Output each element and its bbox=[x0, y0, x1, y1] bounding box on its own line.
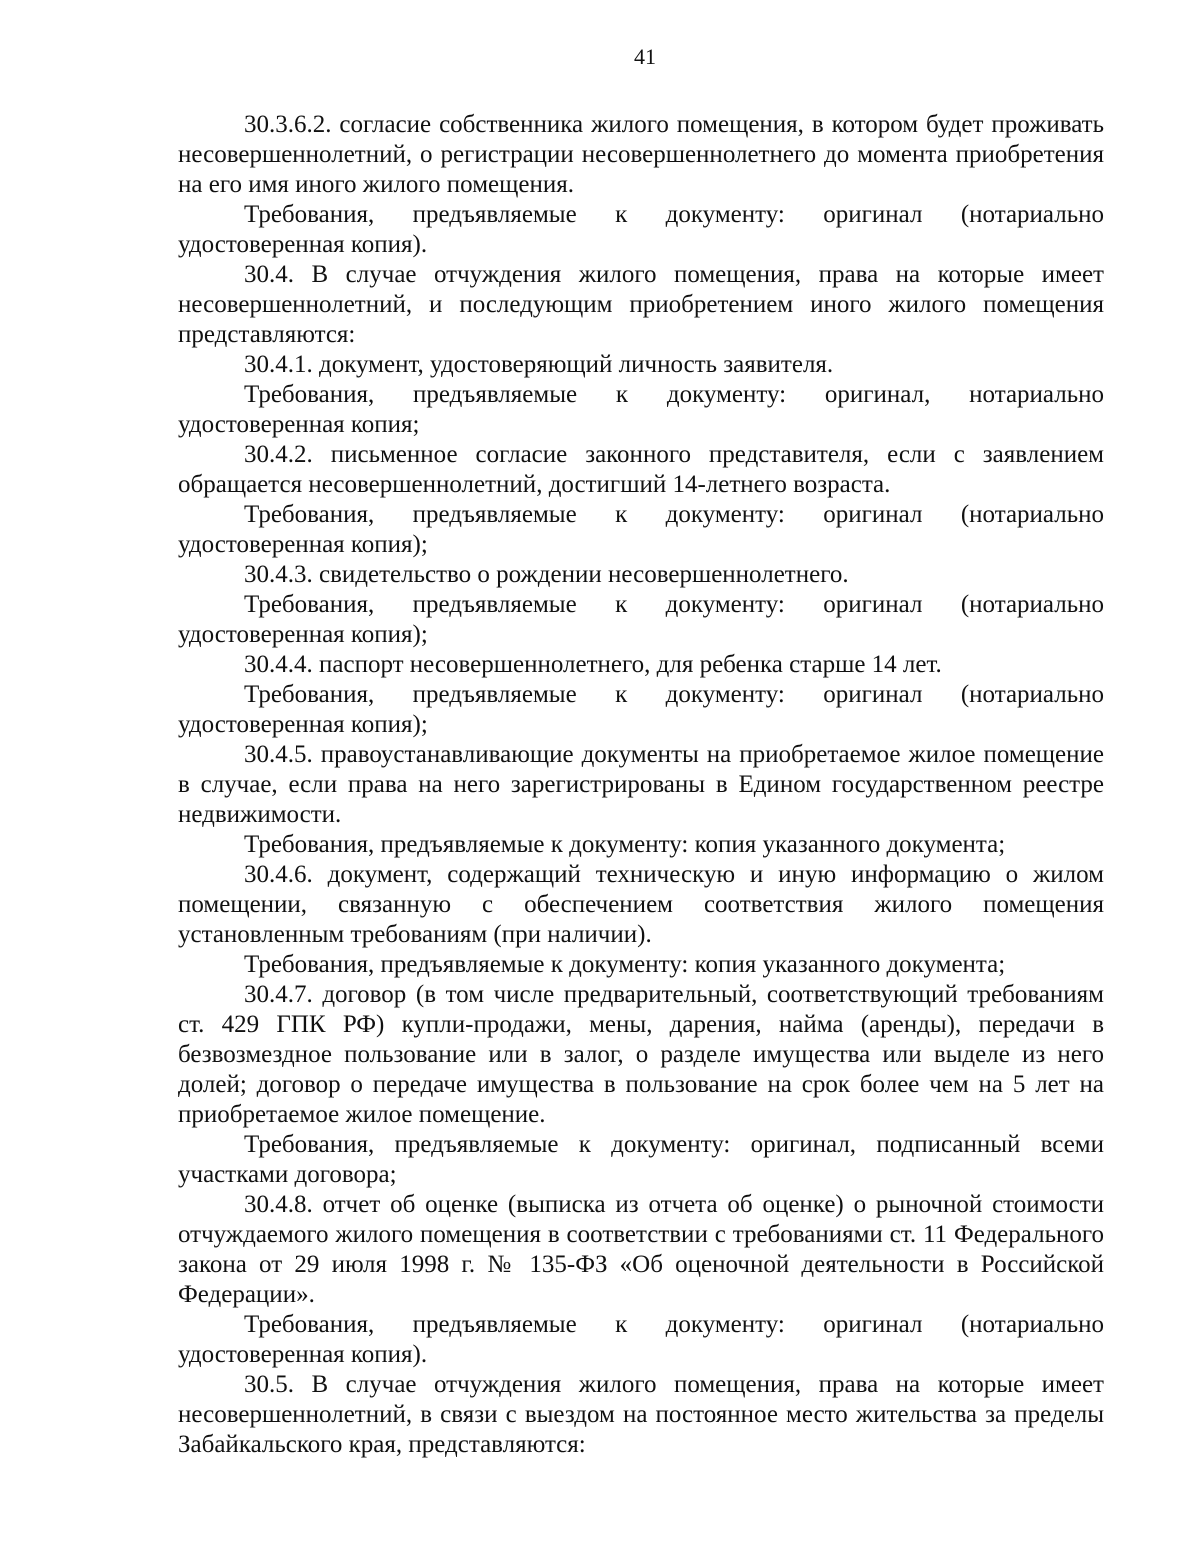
requirements-paragraph: Требования, предъявляемые к документу: оригинал (нотариально удостоверенная копия); bbox=[178, 591, 1104, 648]
requirements-paragraph: Требования, предъявляемые к документу: оригинал (нотариально удостоверенная копия); bbox=[178, 501, 1104, 558]
requirements-paragraph: Требования, предъявляемые к документу: оригинал (нотариально удостоверенная копия). bbox=[178, 201, 1104, 258]
paragraph-30-3-6-2: 30.3.6.2. согласие собственника жилого помещения, в котором будет проживать несовершеннолетний, о регистрации несовершеннолетнего до момента приобретения на его имя иного жилого помещения. bbox=[178, 111, 1104, 198]
paragraph-30-4-8: 30.4.8. отчет об оценке (выписка из отчета об оценке) о рыночной стоимости отчуждаемого жилого помещения в соответствии с требованиями ст. 11 Федерального закона от 29 июля 1998 г. № 135-ФЗ «Об оценочной деятельности в Российской Федерации». bbox=[178, 1191, 1104, 1308]
requirements-paragraph: Требования, предъявляемые к документу: оригинал, подписанный всеми участками договора; bbox=[178, 1131, 1104, 1188]
paragraph-30-4-4: 30.4.4. паспорт несовершеннолетнего, для ребенка старше 14 лет. bbox=[244, 651, 942, 678]
document-body bbox=[178, 110, 1104, 1460]
requirements-paragraph: Требования, предъявляемые к документу: оригинал (нотариально удостоверенная копия); bbox=[178, 681, 1104, 738]
paragraph-30-4-5: 30.4.5. правоустанавливающие документы на приобретаемое жилое помещение в случае, если права на него зарегистрированы в Едином государственном реестре недвижимости. bbox=[178, 741, 1104, 828]
paragraph-30-4: 30.4. В случае отчуждения жилого помещения, права на которые имеет несовершеннолетний, и последующим приобретением иного жилого помещения представляются: bbox=[178, 261, 1104, 348]
paragraph-30-4-2: 30.4.2. письменное согласие законного представителя, если с заявлением обращается несовершеннолетний, достигший 14-летнего возраста. bbox=[178, 441, 1104, 498]
paragraph-30-4-6: 30.4.6. документ, содержащий техническую и иную информацию о жилом помещении, связанную с обеспечением соответствия жилого помещения установленным требованиям (при наличии). bbox=[178, 861, 1104, 948]
paragraph-30-5: 30.5. В случае отчуждения жилого помещения, права на которые имеет несовершеннолетний, в связи с выездом на постоянное место жительства за пределы Забайкальского края, представляются: bbox=[178, 1371, 1104, 1458]
paragraph-30-4-1: 30.4.1. документ, удостоверяющий личность заявителя. bbox=[244, 351, 834, 378]
requirements-paragraph: Требования, предъявляемые к документу: копия указанного документа; bbox=[244, 951, 1006, 978]
requirements-paragraph: Требования, предъявляемые к документу: копия указанного документа; bbox=[244, 831, 1006, 858]
requirements-paragraph: Требования, предъявляемые к документу: оригинал, нотариально удостоверенная копия; bbox=[178, 381, 1104, 438]
requirements-paragraph: Требования, предъявляемые к документу: оригинал (нотариально удостоверенная копия). bbox=[178, 1311, 1104, 1368]
page-number: 41 bbox=[634, 44, 656, 69]
paragraph-30-4-7: 30.4.7. договор (в том числе предварительный, соответствующий требованиям ст. 429 ГПК РФ) купли-продажи, мены, дарения, найма (аренды), передачи в безвозмездное пользование или в залог, о разделе имущества или выделе из него долей; договор о передаче имущества в пользование на срок более чем на 5 лет на приобретаемое жилое помещение. bbox=[178, 981, 1104, 1128]
paragraph-30-4-3: 30.4.3. свидетельство о рождении несовершеннолетнего. bbox=[244, 561, 849, 588]
